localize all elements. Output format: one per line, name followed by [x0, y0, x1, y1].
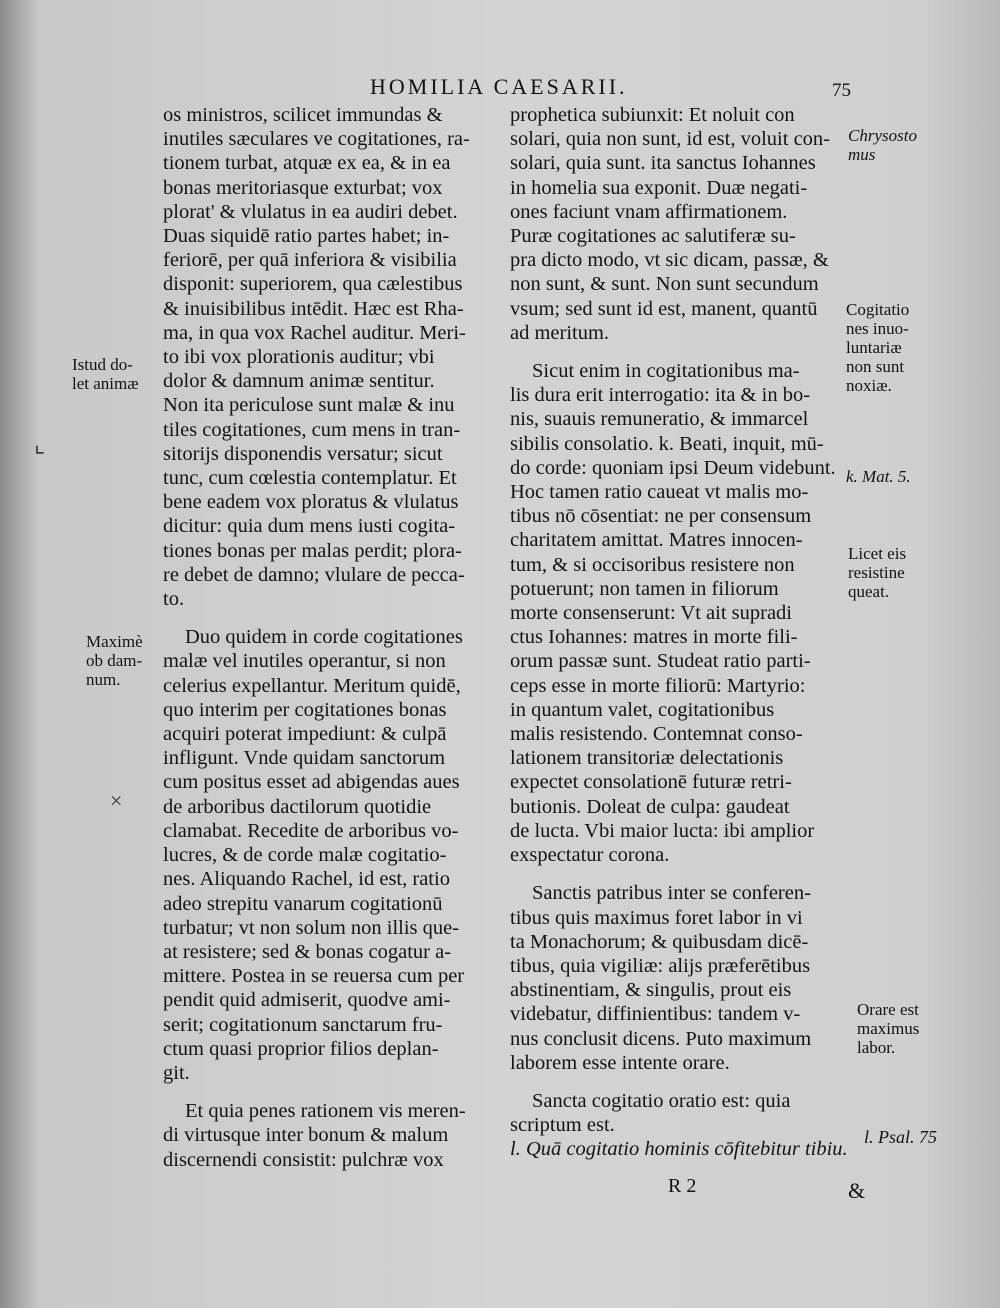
- margin-note-line: ob dam-: [86, 651, 143, 670]
- right-text-column: [510, 103, 848, 1162]
- text-line: solari, quia sunt. ita sanctus Iohannes: [510, 152, 816, 175]
- text-line: serit; cogitationum sanctarum fru-: [163, 1013, 443, 1036]
- text-line: Hoc tamen ratio caueat vt malis mo-: [510, 481, 809, 504]
- text-line: orum passæ sunt. Studeat ratio parti-: [510, 650, 811, 673]
- margin-note-istud-dolet: [72, 355, 139, 393]
- stray-x-mark: ×: [110, 788, 123, 813]
- text-line: tibus quis maximus foret labor in vi: [510, 906, 803, 929]
- text-line: pendit quid admiserit, quodve ami-: [163, 989, 451, 1012]
- text-line: lucres, & de corde malæ cogitatio-: [163, 844, 447, 867]
- margin-note-orare-est: [857, 1000, 919, 1057]
- text-line: morte consenserunt: Vt ait supradi: [510, 602, 793, 625]
- folio-number: 75: [832, 80, 851, 101]
- text-line: tibus, quia vigiliæ: alijs præferētibus: [510, 954, 811, 977]
- text-line: ad meritum.: [510, 321, 610, 344]
- text-line: de arboribus dactilorum quotidie: [163, 795, 432, 818]
- margin-note-line: num.: [86, 670, 121, 689]
- text-line: to ibi vox plorationis auditur; vbi: [163, 346, 435, 369]
- text-line: dolor & damnum animæ sentitur.: [163, 370, 435, 393]
- margin-note-line: queat.: [848, 582, 890, 601]
- text-line: do corde: quoniam ipsi Deum videbunt.: [510, 456, 836, 479]
- text-line: cum positus esset ad abigendas aues: [163, 771, 460, 794]
- text-line: scriptum est.: [510, 1114, 615, 1137]
- text-line: clamabat. Recedite de arboribus vo-: [163, 819, 459, 842]
- text-line: Sicut enim in cogitationibus ma-: [532, 360, 800, 383]
- text-line: tum, & si occisoribus resistere non: [510, 553, 795, 576]
- text-line: tionem turbat, atquæ ex ea, & in ea: [163, 152, 451, 175]
- margin-note-line: mus: [848, 145, 876, 164]
- margin-note-line: resistine: [848, 563, 905, 582]
- text-line: acquiri poterat impediunt: & culpā: [163, 723, 447, 746]
- text-line: lis dura erit interrogatio: ita & in bo-: [510, 384, 811, 407]
- text-line: plorat' & vlulatus in ea audiri debet.: [163, 200, 458, 223]
- text-line: git.: [163, 1061, 190, 1084]
- text-line: sitorijs disponendis versatur; sicut: [163, 442, 443, 465]
- text-line: celerius expellantur. Meritum quidē,: [163, 674, 461, 697]
- margin-note-line: let animæ: [72, 374, 139, 393]
- margin-note-line: Maximè: [86, 632, 143, 651]
- text-line: pra dicto modo, vt sic dicam, passæ, &: [510, 249, 829, 272]
- text-line: ma, in qua vox Rachel auditur. Meri-: [163, 321, 466, 344]
- text-line: Duo quidem in corde cogitationes: [185, 626, 463, 649]
- margin-note-line: noxiæ.: [846, 376, 892, 395]
- text-line: Sancta cogitatio oratio est: quia: [532, 1089, 791, 1112]
- text-line: ctus Iohannes: matres in morte fili-: [510, 626, 798, 649]
- margin-note-line: non sunt: [846, 357, 905, 376]
- text-line: feriorē, per quā inferiora & visibilia: [163, 249, 457, 272]
- text-line: in quantum valet, cogitationibus: [510, 698, 775, 721]
- text-line: Duas siquidē ratio partes habet; in-: [163, 225, 450, 248]
- text-line: infligunt. Vnde quidam sanctorum: [163, 747, 446, 770]
- margin-note-line: labor.: [857, 1038, 896, 1057]
- text-line: turbatur; vt non solum non illis que-: [163, 916, 460, 939]
- text-line: l. Quā cogitatio hominis cōfitebitur tibiu.: [510, 1138, 848, 1161]
- text-line: ones faciunt vnam affirmationem.: [510, 200, 788, 223]
- text-line: bene eadem vox ploratus & vlulatus: [163, 491, 459, 514]
- text-line: butionis. Doleat de culpa: gaudeat: [510, 795, 790, 818]
- text-line: tibus nō cōsentiat: ne per consensum: [510, 505, 812, 528]
- margin-note-line: k. Mat. 5.: [846, 467, 911, 486]
- text-line: di virtusque inter bonum & malum: [163, 1124, 449, 1147]
- text-line: prophetica subiunxit: Et noluit con: [510, 104, 795, 126]
- text-line: potuerunt; non tamen in filiorum: [510, 577, 779, 600]
- text-line: in homelia sua exponit. Duæ negati-: [510, 176, 808, 199]
- text-line: nis, suauis remuneratio, & immarcel: [510, 408, 809, 431]
- text-line: nes. Aliquando Rachel, id est, ratio: [163, 868, 450, 891]
- text-line: Sanctis patribus inter se conferen-: [532, 882, 811, 905]
- text-line: ceps esse in morte filiorū: Martyrio:: [510, 674, 806, 697]
- text-line: tiones bonas per malas perdit; plora-: [163, 539, 462, 562]
- text-line: & inuisibilibus intēdit. Hæc est Rha-: [163, 297, 464, 320]
- text-line: mittere. Postea in se reuersa cum per: [163, 965, 465, 988]
- text-line: videbatur, diffinientibus: tandem v-: [510, 1003, 801, 1026]
- text-line: ta Monachorum; & quibusdam dicē-: [510, 930, 809, 953]
- text-line: re debet de damno; vlulare de pecca-: [163, 563, 465, 586]
- text-line: exspectatur corona.: [510, 844, 670, 867]
- text-line: Puræ cogitationes ac salutiferæ su-: [510, 225, 796, 248]
- margin-note-maxime: [86, 632, 143, 689]
- margin-note-chrysostomus: [848, 126, 917, 164]
- margin-note-line: maximus: [857, 1019, 920, 1038]
- text-line: abstinentiam, & singulis, prout eis: [510, 979, 792, 1002]
- text-line: de lucta. Vbi maior lucta: ibi amplior: [510, 819, 815, 842]
- text-line: non sunt, & sunt. Non sunt secundum: [510, 273, 819, 296]
- margin-note-licet-eis: [848, 544, 906, 601]
- text-line: malæ vel inutiles operantur, si non: [163, 650, 446, 673]
- text-line: tiles cogitationes, cum mens in tran-: [163, 418, 461, 441]
- text-line: bonas meritoriasque exturbat; vox: [163, 176, 443, 199]
- text-line: tunc, cum cœlestia contemplatur. Et: [163, 467, 457, 490]
- text-line: dicitur: quia dum mens iusti cogita-: [163, 515, 456, 538]
- text-line: malis resistendo. Contemnat conso-: [510, 723, 803, 746]
- text-line: Non ita periculose sunt malæ & inu: [163, 394, 455, 417]
- text-line: solari, quia non sunt, id est, voluit con-: [510, 128, 830, 151]
- catchword: &: [848, 1178, 866, 1203]
- text-line: at resistere; sed & bonas cogatur a-: [163, 940, 452, 963]
- margin-note-line: Chrysosto: [848, 126, 917, 145]
- margin-note-line: Istud do-: [72, 355, 133, 374]
- left-text-column: [163, 103, 513, 1172]
- text-line: vsum; sed sunt id est, manent, quantū: [510, 297, 818, 320]
- margin-note-line: Orare est: [857, 1000, 919, 1019]
- running-head: HOMILIA CAESARII.: [370, 74, 628, 99]
- text-line: expectet consolationē futuræ retri-: [510, 771, 792, 794]
- margin-note-mat-5: [846, 467, 911, 486]
- text-line: Et quia penes rationem vis meren-: [185, 1100, 466, 1123]
- text-line: to.: [163, 588, 185, 611]
- text-line: inutiles sæculares ve cogitationes, ra-: [163, 128, 470, 151]
- text-line: charitatem amittat. Matres innocen-: [510, 529, 803, 552]
- text-line: disponit: superiorem, qua cælestibus: [163, 273, 463, 296]
- margin-note-line: nes inuo-: [846, 319, 909, 338]
- margin-note-line: luntariæ: [846, 338, 902, 357]
- text-line: laborem esse intente orare.: [510, 1051, 730, 1074]
- text-line: adeo strepitu vanarum cogitationū: [163, 892, 443, 915]
- text-line: os ministros, scilicet immundas &: [163, 104, 443, 126]
- text-line: discernendi consistit: pulchræ vox: [163, 1148, 444, 1171]
- text-line: quo interim per cogitationes bonas: [163, 698, 447, 721]
- stray-pen-mark: ⌞: [34, 432, 46, 458]
- margin-note-line: l. Psal. 75: [864, 1127, 938, 1147]
- text-line: sibilis consolatio. k. Beati, inquit, mū-: [510, 432, 824, 455]
- margin-note-cogitationes: [846, 300, 909, 395]
- signature-mark: R 2: [668, 1175, 697, 1197]
- text-line: ctum quasi proprior filios deplan-: [163, 1037, 439, 1060]
- text-line: nus conclusit dicens. Puto maximum: [510, 1027, 812, 1050]
- text-line: lationem transitoriæ delectationis: [510, 747, 784, 770]
- margin-note-line: Licet eis: [848, 544, 907, 563]
- margin-note-line: Cogitatio: [846, 300, 910, 319]
- margin-note-psal-75: [864, 1128, 937, 1147]
